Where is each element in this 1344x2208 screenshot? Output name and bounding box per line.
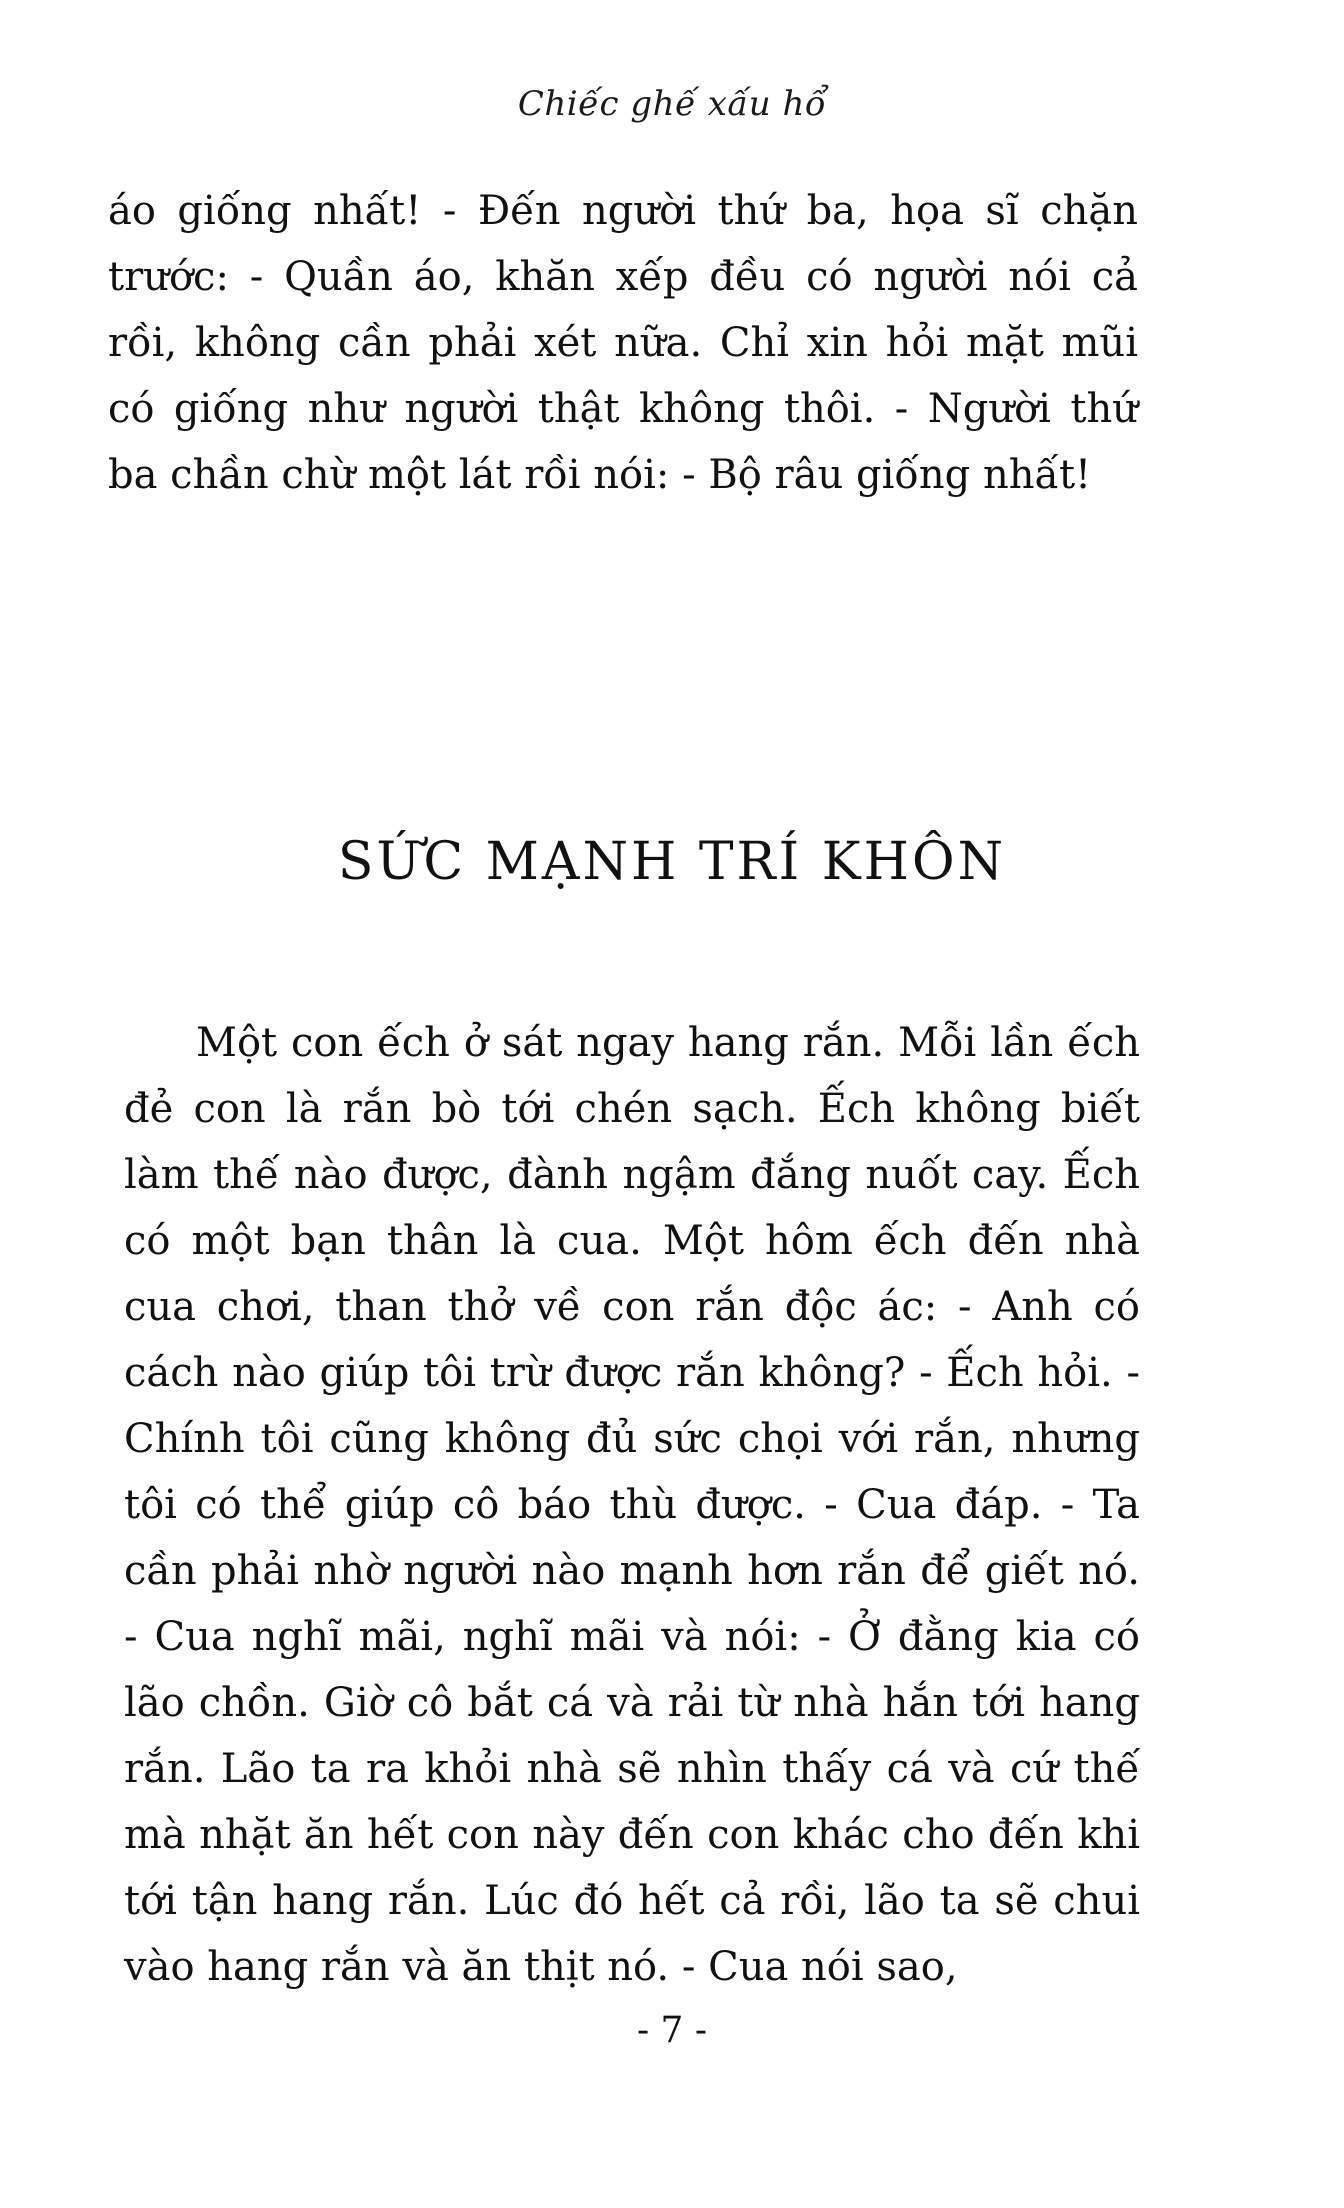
story-title: SỨC MẠNH TRÍ KHÔN — [337, 832, 1007, 892]
running-header-title: Chiếc ghế xấu hổ — [517, 84, 827, 124]
page-number: - 7 - — [636, 2010, 708, 2051]
previous-story-closing-paragraph: áo giống nhất! - Đến người thứ ba, họa sĩ chặn trước: - Quần áo, khăn xếp đều có người nói cả rồi, không cần phải xét nữa. Chỉ xin hỏi mặt mũi có giống như người thật không thôi. - Người thứ ba chần chừ một lát rồi nói: - Bộ râu giống nhất! — [108, 188, 1138, 498]
story-paragraph: Một con ếch ở sát ngay hang rắn. Mỗi lần ếch đẻ con là rắn bò tới chén sạch. Ếch không biết làm thế nào được, đành ngậm đắng nuốt cay. Ếch có một bạn thân là cua. Một hôm ếch đến nhà cua chơi, than thở về con rắn độc ác: - Anh có cách nào giúp tôi trừ được rắn không? - Ếch hỏi. - Chính tôi cũng không đủ sức chọi với rắn, nhưng tôi có thể giúp cô báo thù được. - Cua đáp. - Ta cần phải nhờ người nào mạnh hơn rắn để giết nó. - Cua nghĩ mãi, nghĩ mãi và nói: - Ở đằng kia có lão chồn. Giờ cô bắt cá và rải từ nhà hắn tới hang rắn. Lão ta ra khỏi nhà sẽ nhìn thấy cá và cứ thế mà nhặt ăn hết con này đến con khác cho đến khi tới tận hang rắn. Lúc đó hết cả rồi, lão ta sẽ chui vào hang rắn và ăn thịt nó. - Cua nói sao, — [124, 1020, 1140, 1990]
